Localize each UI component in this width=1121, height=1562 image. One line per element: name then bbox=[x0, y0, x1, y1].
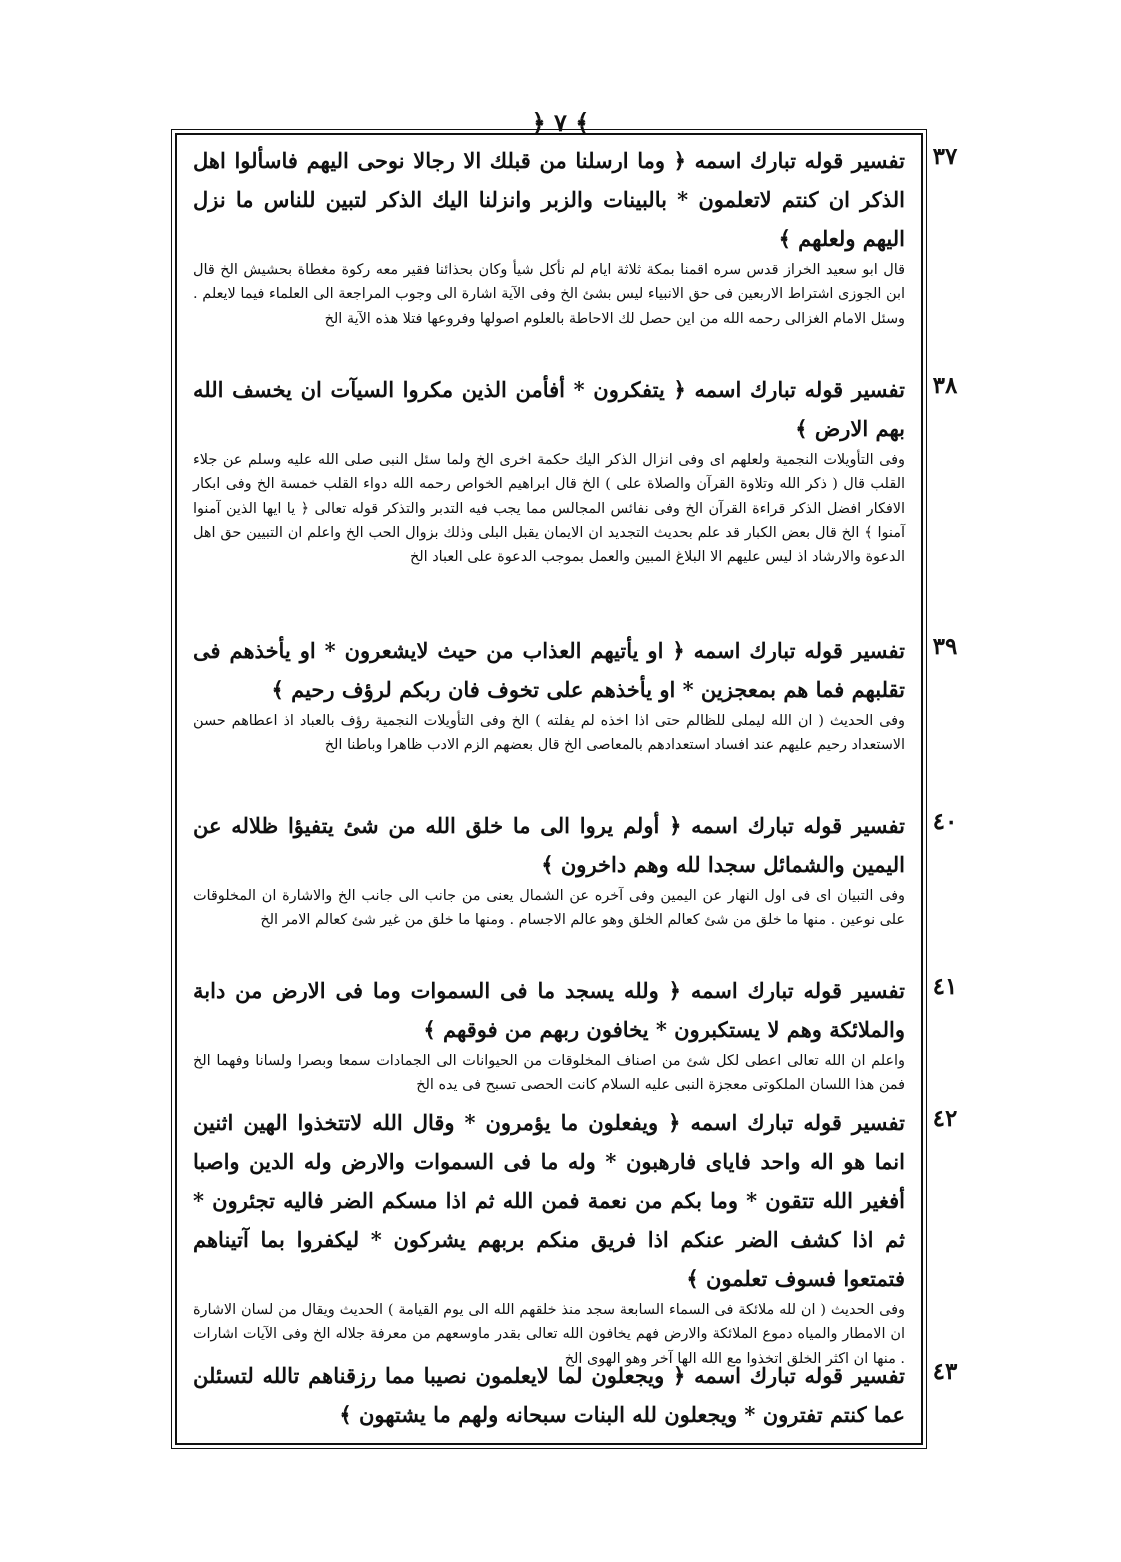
entry-number: ٤٢ bbox=[932, 1105, 958, 1132]
page-frame bbox=[175, 133, 958, 1445]
verse-text: تفسير قوله تبارك اسمه ﴿ ولله يسجد ما فى السموات وما فى الارض من دابة والملائكة وهم لا يستكبرون * يخافون ربهم من فوقهم ﴾ bbox=[193, 978, 905, 1042]
entry-number: ٣٨ bbox=[932, 372, 958, 399]
tafsir-entry-40 bbox=[193, 806, 958, 971]
tafsir-entry-39 bbox=[193, 631, 958, 806]
entry-number: ٣٧ bbox=[932, 143, 958, 170]
commentary-text: قال ابو سعيد الخراز قدس سره اقمنا بمكة ثلاثة ايام لم نأكل شيأ وكان بحذائنا فقير معه ركوة مغطاة بحشيش الخ قال ابن الجوزى اشتراط الاربعين فى حق الانبياء ليس بشئ الخ وفى الآية اشارة الى وجوب المراجعة الى العلماء فيما لايعلم . وسئل الامام الغزالى رحمه الله من اين حصل لك الاحاطة بالعلوم اصولها وفروعها فتلا هذه الآية الخ bbox=[193, 262, 905, 327]
tafsir-entry-38 bbox=[193, 370, 958, 631]
tafsir-entry-43 bbox=[193, 1356, 958, 1436]
verse-text: تفسير قوله تبارك اسمه ﴿ ويجعلون لما لايعلمون نصيبا مما رزقناهم تالله لتسئلن عما كنتم تفترون * ويجعلون لله البنات سبحانه ولهم ما يشتهون ﴾ bbox=[193, 1363, 905, 1427]
page-number: ﴿ ٧ ﴾ bbox=[531, 108, 590, 137]
verse-text: تفسير قوله تبارك اسمه ﴿ وما ارسلنا من قبلك الا رجالا نوحى اليهم فاسألوا اهل الذكر ان كنتم لاتعلمون * بالبينات والزبر وانزلنا اليك الذكر لتبين للناس ما نزل اليهم ولعلهم ﴾ bbox=[193, 148, 905, 251]
commentary-text: وفى التأويلات النجمية ولعلهم اى وفى انزال الذكر اليك حكمة اخرى الخ ولما سئل النبى صلى الله عليه وسلم عن جلاء القلب قال ( ذكر الله وتلاوة القرآن والصلاة على ) الخ قال ابراهيم الخواص رحمه الله دواء القلب خمسة الخ وفى ابكار الافكار افضل الذكر قراءة القرآن الخ وفى نفائس المجالس مما يجب فيه التدبر والتذكر قوله تعالى ﴿ يا ايها الذين آمنوا آمنوا ﴾ الخ قال بعض الكبار قد علم بحديث التجديد ان الايمان يقبل البلى وذلك بزوال الحب الخ واعلم ان التبيين حق اهل الدعوة والارشاد اذ ليس عليهم الا البلاغ المبين والعمل بموجب الدعوة على العباد الخ bbox=[193, 452, 905, 566]
verse-text: تفسير قوله تبارك اسمه ﴿ او يأتيهم العذاب من حيث لايشعرون * او يأخذهم فى تقلبهم فما هم بمعجزين * او يأخذهم على تخوف فان ربكم لرؤف رحيم ﴾ bbox=[193, 638, 905, 702]
verse-text: تفسير قوله تبارك اسمه ﴿ يتفكرون * أفأمن الذين مكروا السيآت ان يخسف الله بهم الارض ﴾ bbox=[193, 377, 905, 441]
entry-number: ٤٠ bbox=[932, 808, 958, 835]
commentary-text: واعلم ان الله تعالى اعطى لكل شئ من اصناف المخلوقات من الحيوانات الى الجمادات سمعا وبصرا ولسانا وفهما الخ فمن هذا اللسان الملكوتى معجزة النبى عليه السلام كانت الحصى تسبح فى يده الخ bbox=[193, 1053, 905, 1094]
tafsir-entry-42 bbox=[193, 1103, 958, 1367]
verse-text: تفسير قوله تبارك اسمه ﴿ ويفعلون ما يؤمرون * وقال الله لاتتخذوا الهين اثنين انما هو اله واحد فاياى فارهبون * وله ما فى السموات والارض وله الدين واصبا أفغير الله تتقون * وما بكم من نعمة فمن الله ثم اذا مسكم الضر فاليه تجئرون * ثم اذا كشف الضر عنكم اذا فريق منكم بربهم يشركون * ليكفروا بما آتيناهم فتمتعوا فسوف تعلمون ﴾ bbox=[193, 1110, 905, 1291]
tafsir-entry-37 bbox=[193, 141, 958, 370]
commentary-text: وفى التبيان اى فى اول النهار عن اليمين وفى آخره عن الشمال يعنى من جانب الى جانب الخ والاشارة ان المخلوقات على نوعين . منها ما خلق من شئ كعالم الخلق وهو عالم الاجسام . ومنها ما خلق من غير شئ كعالم الامر الخ bbox=[193, 888, 905, 929]
entry-number: ٣٩ bbox=[932, 633, 958, 660]
entry-number: ٤١ bbox=[932, 973, 958, 1000]
commentary-text: وفى الحديث ( ان الله ليملى للظالم حتى اذا اخذه لم يفلته ) الخ وفى التأويلات النجمية رؤف بالعباد اذ اعطاهم حسن الاستعداد رحيم عليهم عند افساد استعدادهم بالمعاصى الخ قال بعضهم الزم الادب ظاهرا وباطنا الخ bbox=[193, 713, 905, 754]
tafsir-entry-41 bbox=[193, 971, 958, 1103]
commentary-text: وفى الحديث ( ان لله ملائكة فى السماء السابعة سجد منذ خلقهم الله الى يوم القيامة ) الحديث ويقال من لسان الاشارة ان الامطار والمياه دموع الملائكة والارض فهم يخافون الله تعالى بقدر ماوسعهم من معرفة جلاله الخ وفى الآيات اشارات . منها ان اكثر الخلق اتخذوا مع الله الها آخر وهو الهوى الخ bbox=[193, 1302, 905, 1367]
entry-number: ٤٣ bbox=[932, 1358, 958, 1385]
verse-text: تفسير قوله تبارك اسمه ﴿ أولم يروا الى ما خلق الله من شئ يتفيؤا ظلاله عن اليمين والشمائل سجدا لله وهم داخرون ﴾ bbox=[193, 813, 905, 877]
